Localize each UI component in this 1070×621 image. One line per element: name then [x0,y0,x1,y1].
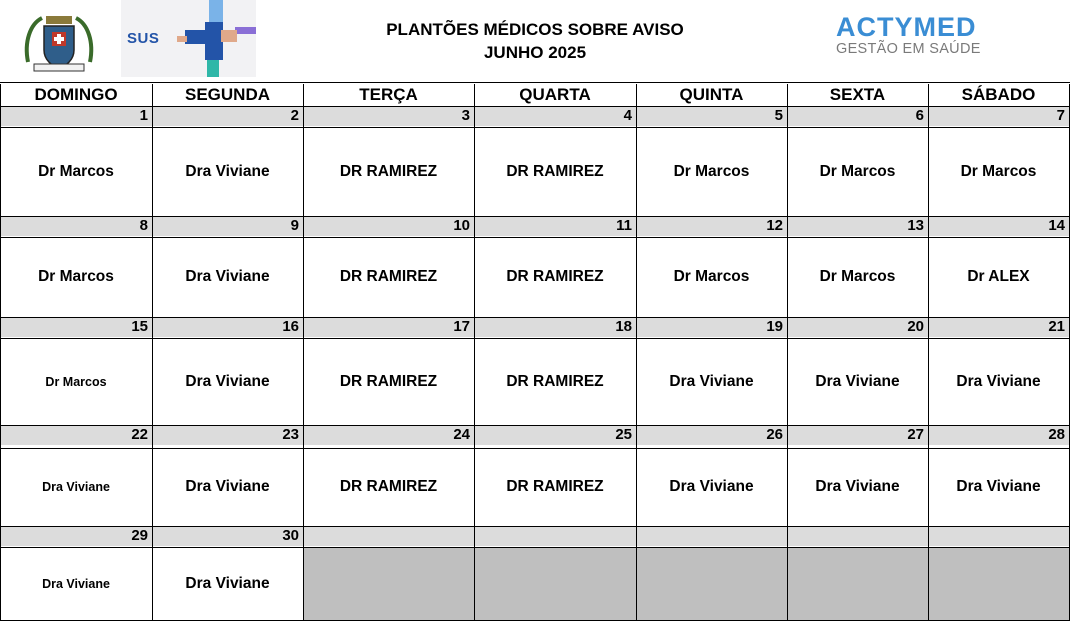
doctor-on-call: Dr ALEX [967,268,1030,285]
grid-line-horizontal [0,526,1070,527]
grid-line-vertical [636,84,637,621]
day-number: 23 [282,426,299,443]
day-number: 24 [453,426,470,443]
doctor-on-call: DR RAMIREZ [339,372,438,390]
grid-line-horizontal [0,338,1070,339]
sus-label: SUS [127,30,160,47]
day-number: 10 [453,217,470,234]
sus-logo [121,0,256,77]
doctor-on-call: Dr Marcos [819,268,896,285]
municipal-crest-icon [22,12,96,74]
grid-line-horizontal [0,547,1070,548]
weekday-header-1: DOMINGO [34,85,118,104]
brand-tagline: GESTÃO EM SAÚDE [836,41,981,57]
brand-name: ACTYMED [836,12,977,42]
day-number: 18 [615,318,632,335]
weekday-header-4: QUARTA [519,85,591,104]
doctor-on-call: Dr Marcos [960,162,1037,180]
day-number: 13 [907,217,924,234]
doctor-on-call: Dra Viviane [956,478,1041,495]
doctor-on-call: DR RAMIREZ [339,268,438,285]
doctor-on-call: Dr Marcos [38,268,114,285]
doctor-on-call: Dra Viviane [185,372,270,390]
grid-line-vertical [0,84,1,621]
day-number: 11 [616,217,632,234]
sus-hands-icon [169,0,256,77]
day-number: 16 [282,318,299,335]
grid-line-vertical [152,84,153,621]
day-number: 8 [139,217,148,234]
doctor-on-call: DR RAMIREZ [339,478,438,495]
day-number: 1 [139,107,148,124]
day-number: 21 [1048,318,1065,335]
day-number: 17 [453,318,470,335]
doctor-on-call: Dra Viviane [185,574,270,592]
empty-day-cell [928,547,1069,620]
grid-line-horizontal [0,425,1070,426]
doctor-on-call: DR RAMIREZ [506,478,604,495]
doctor-on-call: Dra Viviane [815,372,900,390]
day-number: 27 [907,426,924,443]
actymed-logo [836,13,1006,58]
page-header [0,0,1070,82]
doctor-on-call: Dra Viviane [185,162,270,180]
grid-line-horizontal [0,216,1070,217]
day-number: 4 [623,107,632,124]
doctor-on-call: Dra Viviane [956,372,1041,390]
doctor-on-call: Dra Viviane [185,268,270,285]
grid-line-vertical [928,84,929,621]
doctor-on-call: Dr Marcos [819,162,896,180]
grid-line-horizontal [0,448,1070,449]
day-number: 20 [907,318,924,335]
weekday-header-6: SEXTA [829,85,886,104]
day-number: 14 [1048,217,1065,234]
grid-line-horizontal [0,106,1070,107]
doctor-on-call: DR RAMIREZ [339,162,438,180]
schedule-title [330,18,740,64]
grid-line-vertical [787,84,788,621]
doctor-on-call: DR RAMIREZ [506,268,604,285]
day-number: 12 [766,217,783,234]
doctor-on-call: Dra Viviane [669,372,754,390]
day-number: 22 [131,426,148,443]
weekday-header-2: SEGUNDA [184,85,270,104]
day-number: 3 [461,107,470,124]
doctor-on-call: Dra Viviane [42,480,110,494]
weekday-header-3: TERÇA [359,85,418,104]
empty-day-cell [303,547,474,620]
day-number: 28 [1048,426,1065,443]
grid-line-horizontal [0,317,1070,318]
day-number: 29 [131,527,148,544]
day-number: 30 [282,527,299,544]
day-number: 5 [774,107,783,124]
title-line-2: JUNHO 2025 [483,43,587,62]
doctor-on-call: Dra Viviane [42,576,110,591]
doctor-on-call: Dr Marcos [673,268,750,285]
empty-day-cell [474,547,636,620]
weekday-header-7: SÁBADO [961,85,1036,104]
doctor-on-call: Dr Marcos [38,162,114,180]
doctor-on-call: Dra Viviane [815,478,900,495]
grid-line-horizontal [0,82,1070,83]
day-number: 9 [290,217,299,234]
doctor-on-call: Dr Marcos [673,162,750,180]
doctor-on-call: Dra Viviane [669,478,754,495]
day-number: 26 [766,426,783,443]
grid-line-horizontal [0,237,1070,238]
doctor-on-call: Dr Marcos [45,374,107,389]
weekday-header-5: QUINTA [679,85,744,104]
grid-line-vertical [474,84,475,621]
grid-line-vertical [303,84,304,621]
doctor-on-call: Dra Viviane [185,478,270,495]
empty-day-cell [636,547,787,620]
day-number: 7 [1056,107,1065,124]
day-number: 25 [615,426,632,443]
day-number: 2 [290,107,299,124]
empty-day-cell [787,547,928,620]
title-line-1: PLANTÕES MÉDICOS SOBRE AVISO [386,20,684,39]
doctor-on-call: DR RAMIREZ [506,372,604,390]
day-number: 19 [766,318,783,335]
day-number: 15 [131,318,148,335]
grid-line-horizontal [0,127,1070,128]
day-number: 6 [915,107,924,124]
doctor-on-call: DR RAMIREZ [506,162,604,180]
